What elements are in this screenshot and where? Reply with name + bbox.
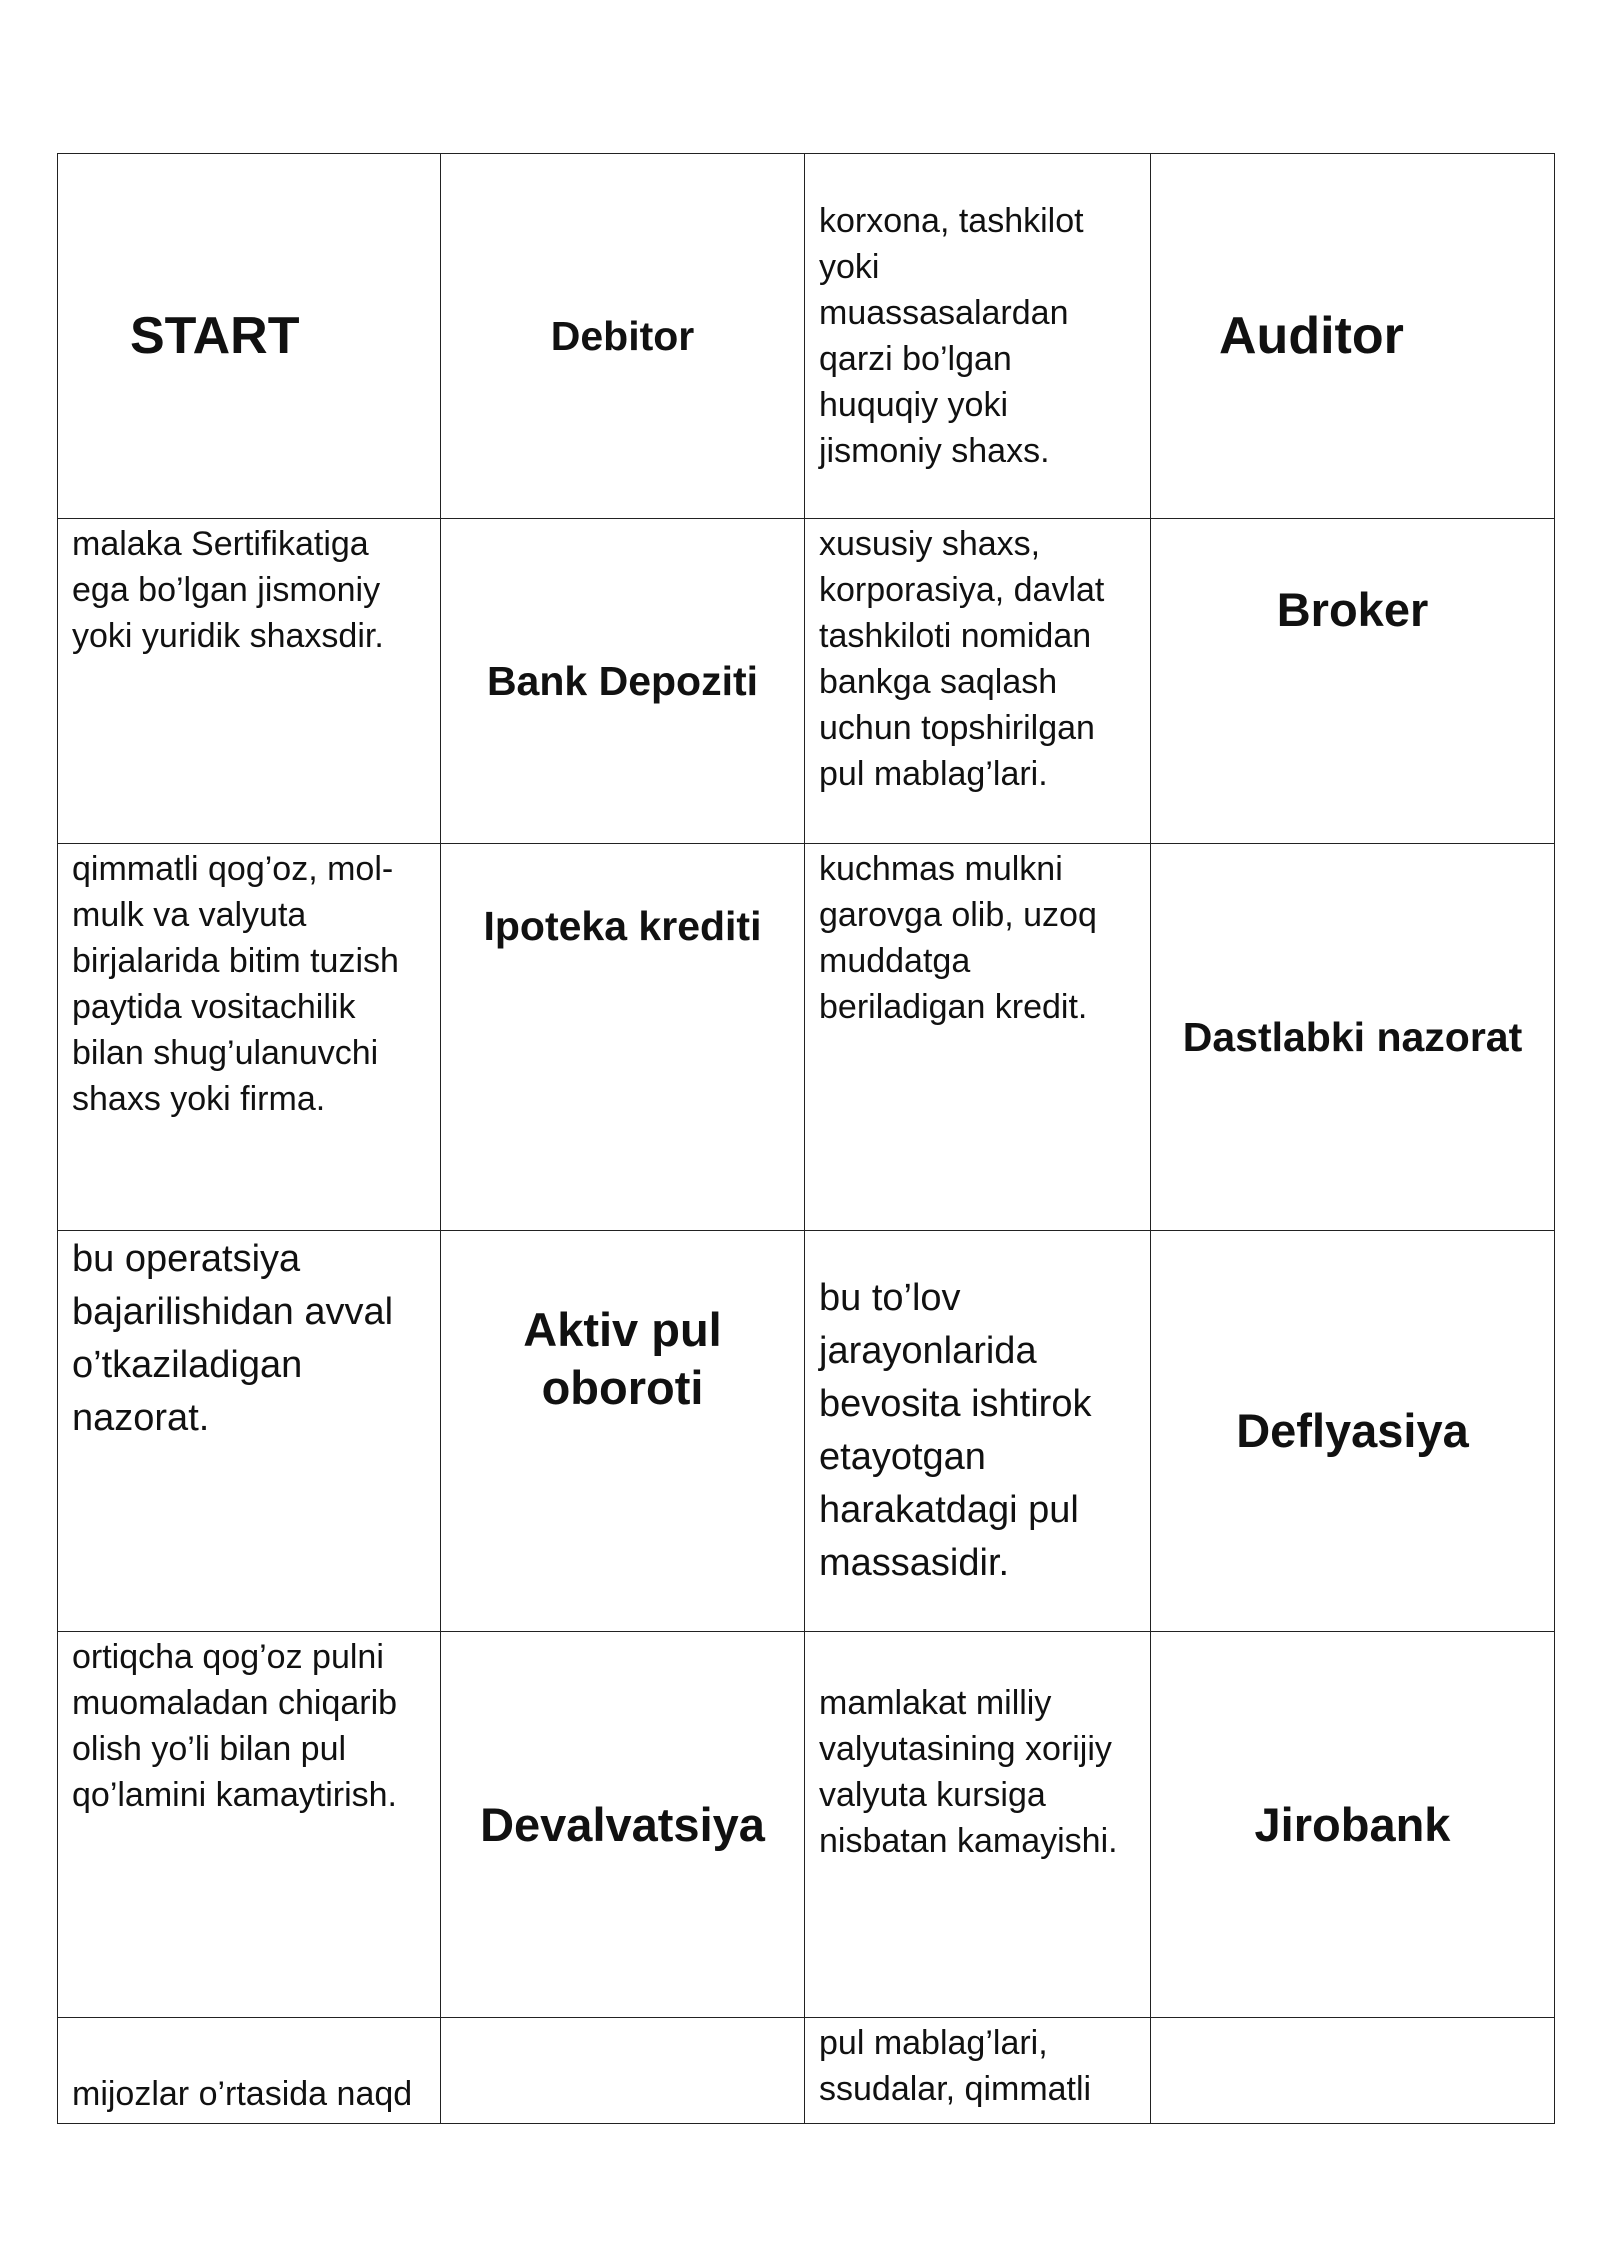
- term-cell: Debitor: [441, 154, 805, 519]
- definition-cell: malaka Sertifikatiga ega bo’lgan jismoniy yoki yuridik shaxsdir.: [58, 519, 441, 844]
- definition-cell: bu to’lov jarayonlarida bevosita ishtirok etayotgan harakatdagi pul massasidir.: [805, 1231, 1151, 1632]
- definition-cell: pul mablag’lari, ssudalar, qimmatli: [805, 2018, 1151, 2124]
- definition-cell: qimmatli qog’oz, mol-mulk va valyuta birjalarida bitim tuzish paytida vositachilik bilan shug’ulanuvchi shaxs yoki firma.: [58, 844, 441, 1231]
- definition-cell: korxona, tashkilot yoki muassasalardan qarzi bo’lgan huquqiy yoki jismoniy shaxs.: [805, 154, 1151, 519]
- table-row: [58, 154, 1555, 519]
- definition-cell: ortiqcha qog’oz pulni muomaladan chiqarib olish yo’li bilan pul qo’lamini kamaytirish.: [58, 1632, 441, 2018]
- start-cell: START: [58, 154, 441, 519]
- term-cell: Bank Depoziti: [441, 519, 805, 844]
- term-cell: Broker: [1151, 519, 1555, 844]
- term-cell: Dastlabki nazorat: [1151, 844, 1555, 1231]
- definition-cell: bu operatsiya bajarilishidan avval o’tkaziladigan nazorat.: [58, 1231, 441, 1632]
- term-cell: Aktiv pul oboroti: [441, 1231, 805, 1632]
- definition-cell: kuchmas mulkni garovga olib, uzoq muddatga beriladigan kredit.: [805, 844, 1151, 1231]
- table-row: [58, 1632, 1555, 2018]
- game-card-table: [57, 153, 1555, 2124]
- term-cell: Auditor: [1151, 154, 1555, 519]
- table-row: [58, 844, 1555, 1231]
- term-cell: [1151, 2018, 1555, 2124]
- definition-cell: mijozlar o’rtasida naqd: [58, 2018, 441, 2124]
- term-cell: Devalvatsiya: [441, 1632, 805, 2018]
- definition-cell: xususiy shaxs, korporasiya, davlat tashkiloti nomidan bankga saqlash uchun topshirilgan pul mablag’lari.: [805, 519, 1151, 844]
- term-cell: [441, 2018, 805, 2124]
- definition-cell: mamlakat milliy valyutasining xorijiy valyuta kursiga nisbatan kamayishi.: [805, 1632, 1151, 2018]
- term-cell: Ipoteka krediti: [441, 844, 805, 1231]
- term-cell: Jirobank: [1151, 1632, 1555, 2018]
- table-row: [58, 2018, 1555, 2124]
- table-row: [58, 519, 1555, 844]
- table-row: [58, 1231, 1555, 1632]
- term-cell: Deflyasiya: [1151, 1231, 1555, 1632]
